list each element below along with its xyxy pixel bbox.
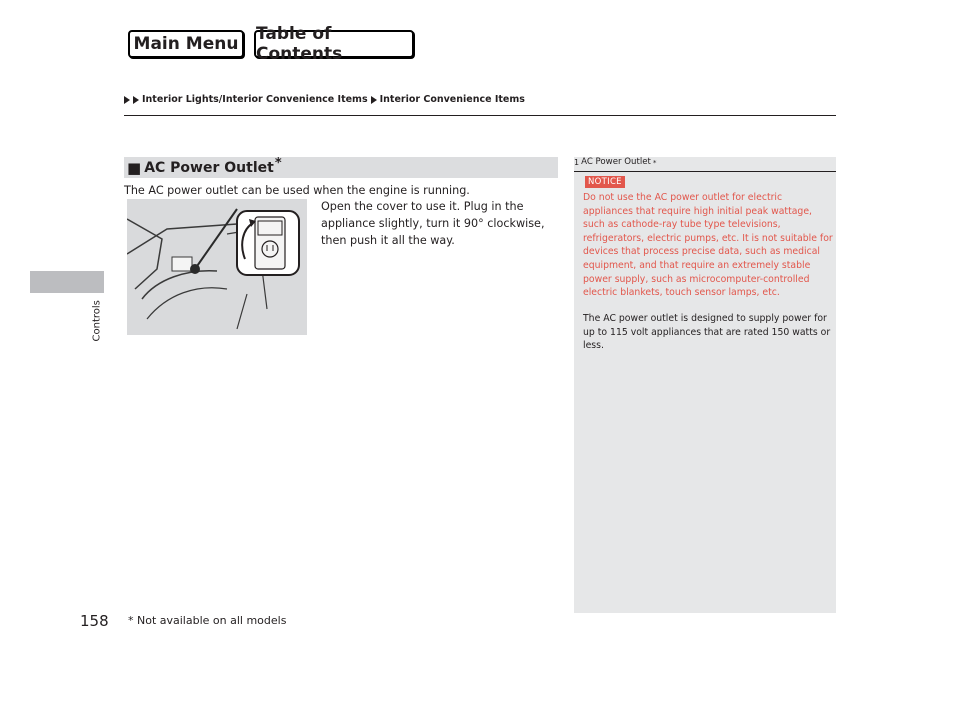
header-divider: [124, 115, 836, 116]
notice-text: Do not use the AC power outlet for electric appliances that require high initial peak wattage, such as cathode-ray tube type televisions, refrigerators, electric pumps, etc. It is not suitable for devices that process precise data, such as medical equipment, and that require an extremely stable power supply, such as microcomputer-controlled electric blankets, touch sensor lamps, etc.: [583, 192, 833, 299]
sidebar-note: The AC power outlet is designed to supply power for up to 115 volt appliances that are rated 150 watts or less.: [583, 313, 831, 352]
sidebar-title: [574, 157, 656, 167]
table-of-contents-button[interactable]: Table of Contents: [254, 30, 414, 58]
notice-badge: NOTICE: [585, 176, 625, 188]
breadcrumb-item[interactable]: Interior Lights/Interior Convenience Items: [142, 94, 368, 105]
footnote-star: *: [652, 157, 657, 167]
section-title: AC Power Outlet: [144, 159, 274, 176]
sidebar-divider: [574, 171, 836, 172]
arrow-icon: [124, 96, 130, 104]
footnote: * Not available on all models: [128, 614, 287, 627]
sidebar-title-text: AC Power Outlet: [581, 157, 651, 167]
chapter-label: Controls: [91, 300, 103, 342]
page-number: 158: [80, 612, 109, 630]
breadcrumb-item[interactable]: Interior Convenience Items: [379, 94, 525, 105]
footnote-star: *: [274, 156, 282, 171]
reference-number: 1: [574, 157, 580, 167]
arrow-icon: [371, 96, 377, 104]
section-marker: ■: [127, 158, 142, 177]
outlet-illustration-icon: [127, 199, 307, 335]
main-menu-button[interactable]: Main Menu: [128, 30, 244, 58]
breadcrumb: [124, 94, 525, 105]
ac-outlet-illustration: [127, 199, 307, 335]
info-sidebar: [574, 157, 836, 613]
instruction-text: Open the cover to use it. Plug in the appliance slightly, turn it 90° clockwise, then push it all the way.: [321, 200, 545, 247]
section-heading: [124, 157, 558, 178]
arrow-icon: [133, 96, 139, 104]
intro-text: The AC power outlet can be used when the engine is running.: [124, 184, 470, 197]
chapter-tab: [30, 271, 104, 293]
